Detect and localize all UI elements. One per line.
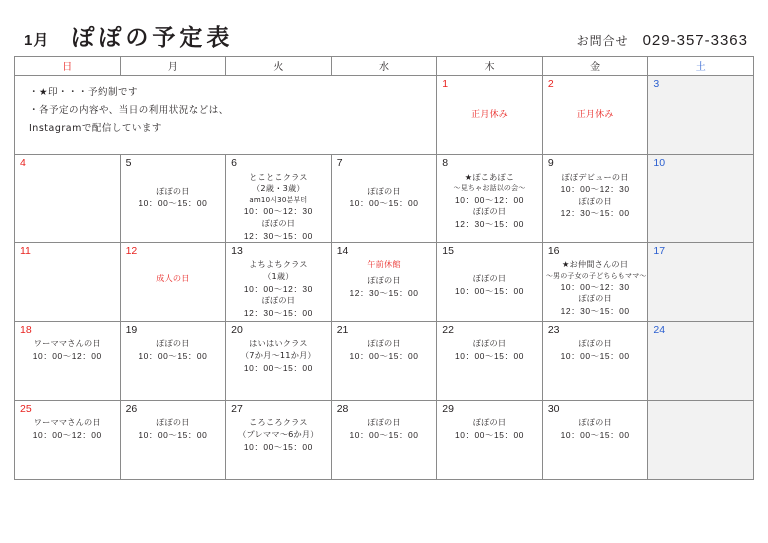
calendar-day-cell[interactable] (331, 155, 437, 243)
day-event-text: 12：30〜15：00 (243, 230, 313, 241)
day-event-text: ぽぽの日 (367, 275, 401, 286)
day-event-text: ぽぽデビューの日 (561, 171, 629, 182)
calendar-day-cell[interactable] (15, 321, 121, 400)
weekday-header-mon: 月 (120, 57, 226, 76)
day-event-text: 10：00〜15：00 (138, 351, 208, 362)
page-title: ぽぽの予定表 (71, 25, 234, 51)
day-number: 20 (231, 323, 243, 336)
day-event-text: ぽぽの日 (578, 417, 612, 428)
calendar-day-cell[interactable] (331, 321, 437, 400)
day-number: 5 (125, 157, 132, 169)
day-event-text: 10：00〜15：00 (349, 351, 419, 362)
day-event-text: ぽぽの日 (472, 417, 507, 428)
day-events (121, 256, 226, 285)
day-number: 3 (653, 78, 660, 90)
day-event-text: 10：00〜15：00 (455, 351, 525, 362)
calendar-day-cell[interactable] (331, 242, 437, 321)
day-events (226, 169, 331, 242)
day-event-text: ぽぽの日 (578, 338, 612, 349)
day-event-text: 10：00〜15：00 (455, 286, 525, 297)
day-events (543, 414, 648, 441)
day-event-text: 10：00〜12：30 (243, 206, 313, 217)
calendar-day-cell[interactable] (437, 76, 543, 155)
day-event-text: ぽぽの日 (367, 417, 401, 428)
day-event-text: 成人の日 (156, 273, 190, 284)
calendar-day-cell[interactable] (331, 400, 437, 479)
day-event-text: 12：30〜15：00 (243, 308, 313, 319)
calendar-week-row (15, 321, 754, 400)
calendar-day-cell[interactable] (15, 155, 121, 243)
day-event-text: ★お仲間さんの日 (561, 259, 629, 270)
page-header (14, 18, 754, 52)
day-event-text: ワーママさんの日 (33, 417, 101, 428)
calendar-day-cell[interactable] (542, 400, 648, 479)
day-event-text: よちよちクラス (249, 259, 308, 270)
weekday-header-thu: 木 (437, 57, 543, 76)
day-event-text: 午前休館 (367, 259, 401, 270)
day-events (437, 169, 542, 230)
day-event-text: am10시30분부터 (249, 196, 308, 205)
calendar-day-cell[interactable] (120, 400, 226, 479)
day-number: 11 (20, 244, 31, 257)
day-events (437, 414, 542, 441)
day-number: 6 (231, 157, 237, 169)
calendar-week-row (15, 400, 754, 479)
calendar-week-row (15, 76, 754, 155)
calendar-day-cell[interactable] (437, 400, 543, 479)
calendar-body (15, 76, 754, 480)
day-events (226, 335, 331, 374)
day-number: 15 (442, 244, 454, 257)
calendar-day-cell[interactable] (437, 321, 543, 400)
weekday-header-tue: 火 (226, 57, 332, 76)
day-number: 14 (336, 244, 349, 257)
day-number: 25 (20, 402, 32, 415)
day-event-text: ぽぽの日 (367, 185, 401, 196)
day-event-text: 10：00〜15：00 (560, 430, 630, 441)
notes-block (15, 76, 437, 155)
day-event-text: ぽぽの日 (472, 338, 507, 349)
day-events (121, 414, 226, 441)
day-number: 13 (231, 244, 243, 257)
day-event-text: 10：00〜15：00 (243, 441, 313, 452)
day-number: 17 (653, 244, 666, 257)
day-events (543, 169, 648, 220)
day-events (437, 90, 542, 122)
day-event-text: とことこクラス (249, 171, 308, 182)
note-line: ・★印・・・予約制です (29, 87, 139, 98)
day-number: 8 (442, 157, 449, 169)
day-event-text: はいはいクラス (249, 338, 308, 349)
day-event-text: 12：30〜15：00 (560, 306, 630, 317)
calendar-day-cell[interactable] (648, 155, 754, 243)
day-number: 24 (653, 323, 666, 336)
day-event-text: （プレママ〜6か月） (238, 429, 319, 440)
day-number: 4 (20, 157, 26, 169)
calendar-day-cell[interactable] (226, 242, 332, 321)
day-events (437, 256, 542, 297)
day-event-text: ワーママさんの日 (33, 338, 101, 349)
day-event-text: ★ぽこあぽこ (464, 171, 515, 182)
day-number: 7 (336, 157, 343, 169)
day-event-text: ぽぽの日 (472, 273, 507, 284)
contact-block (577, 32, 748, 52)
day-event-text: 10：00〜15：00 (349, 430, 419, 441)
calendar-day-cell[interactable] (648, 242, 754, 321)
day-event-text: ぽぽの日 (472, 205, 507, 216)
day-events (226, 414, 331, 453)
weekday-header-sat: 土 (648, 57, 754, 76)
day-number: 1 (442, 78, 449, 90)
day-event-text: ぽぽの日 (367, 338, 401, 349)
day-event-text: ぽぽの日 (156, 417, 190, 428)
day-number: 19 (125, 323, 138, 336)
day-events (15, 414, 120, 441)
day-event-text: 10：00〜12：00 (32, 351, 102, 362)
day-event-text: 正月休み (576, 109, 614, 120)
day-number: 23 (547, 323, 560, 336)
day-number: 2 (547, 78, 554, 90)
weekday-header-row (15, 57, 754, 76)
day-event-text: 正月休み (471, 109, 508, 120)
weekday-header-sun: 日 (15, 57, 121, 76)
day-event-text: 10：00〜15：00 (243, 362, 313, 373)
note-line: ・各予定の内容や、当日の利用状況などは、 (29, 105, 229, 117)
calendar-table (14, 56, 754, 480)
weekday-header-fri: 金 (542, 57, 648, 76)
day-events (543, 335, 648, 362)
day-events (437, 335, 542, 362)
day-event-text: 〜見ちゃお話以の会〜 (453, 184, 526, 193)
note-line: Instagramで配信しています (29, 123, 162, 135)
calendar-day-cell[interactable] (120, 321, 226, 400)
day-event-text: ころころクラス (249, 417, 308, 428)
day-number: 16 (547, 244, 560, 257)
day-event-text: ぽぽの日 (578, 293, 612, 304)
day-event-text: （7か月〜11か月） (240, 350, 316, 361)
day-event-text: 10：00〜12：30 (560, 282, 630, 293)
calendar-day-cell[interactable] (120, 155, 226, 243)
day-events (121, 335, 226, 362)
calendar-day-cell[interactable] (437, 155, 543, 243)
day-event-text: 10：00〜15：00 (560, 351, 630, 362)
day-event-text: 10：00〜15：00 (138, 198, 208, 209)
day-events (226, 256, 331, 319)
day-event-text: 10：00〜15：00 (349, 198, 419, 209)
day-event-text: ぽぽの日 (578, 195, 612, 206)
day-number: 30 (547, 402, 560, 415)
calendar-day-cell[interactable] (542, 321, 648, 400)
day-number: 21 (336, 323, 349, 336)
day-event-text: 12：30〜15：00 (455, 218, 525, 229)
day-event-text: ぽぽの日 (156, 185, 190, 196)
day-event-text: 10：00〜12：30 (560, 184, 630, 195)
day-event-text: （1歳） (263, 271, 294, 282)
month-label: 1月 (24, 32, 50, 49)
day-number: 22 (442, 323, 454, 336)
day-events (332, 414, 437, 441)
day-event-text: ぽぽの日 (156, 338, 190, 349)
day-event-text: 10：00〜12：00 (455, 194, 525, 205)
calendar-day-cell[interactable] (226, 155, 332, 243)
calendar-day-cell[interactable] (648, 400, 754, 479)
day-events (332, 169, 437, 210)
weekday-header-wed: 水 (331, 57, 437, 76)
day-events (648, 404, 753, 407)
calendar-day-cell[interactable] (226, 321, 332, 400)
calendar-week-row (15, 155, 754, 243)
day-event-text: 12：30〜15：00 (349, 287, 419, 298)
contact-phone-number: 029-357-3363 (642, 32, 748, 49)
day-event-text: 10：00〜12：00 (32, 430, 102, 441)
calendar-day-cell[interactable] (648, 76, 754, 155)
day-events (332, 256, 437, 299)
calendar-day-cell[interactable] (120, 242, 226, 321)
calendar-day-cell[interactable] (542, 242, 648, 321)
day-number: 9 (547, 157, 554, 169)
contact-label: お問合せ (576, 34, 629, 48)
day-event-text: 10：00〜12：30 (243, 283, 313, 294)
day-events (648, 90, 753, 93)
day-number: 18 (20, 323, 32, 336)
calendar-day-cell[interactable] (226, 400, 332, 479)
day-event-text: 10：00〜15：00 (455, 430, 525, 441)
day-events (15, 335, 120, 362)
day-number: 26 (125, 402, 138, 415)
day-event-text: 10：00〜15：00 (138, 430, 208, 441)
day-events (332, 335, 437, 362)
calendar-day-cell[interactable] (437, 242, 543, 321)
day-events (15, 169, 120, 172)
calendar-day-cell[interactable] (15, 400, 121, 479)
day-event-text: 〜男の子女の子どちらもママ〜 (545, 272, 647, 281)
calendar-day-cell[interactable] (648, 321, 754, 400)
day-event-text: 12：30〜15：00 (560, 208, 630, 219)
day-number: 28 (336, 402, 349, 415)
day-number: 27 (231, 402, 243, 415)
day-number: 12 (125, 244, 138, 257)
day-events (543, 90, 648, 122)
day-events (121, 169, 226, 210)
calendar-day-cell[interactable] (542, 76, 648, 155)
day-number: 29 (442, 402, 454, 415)
day-number: 10 (653, 157, 666, 169)
day-event-text: ぽぽの日 (261, 217, 296, 228)
calendar-day-cell[interactable] (542, 155, 648, 243)
day-event-text: （2歳・3歳） (252, 183, 305, 194)
day-event-text: ぽぽの日 (261, 295, 296, 306)
calendar-week-row (15, 242, 754, 321)
day-events (543, 256, 648, 317)
calendar-day-cell[interactable] (15, 242, 121, 321)
